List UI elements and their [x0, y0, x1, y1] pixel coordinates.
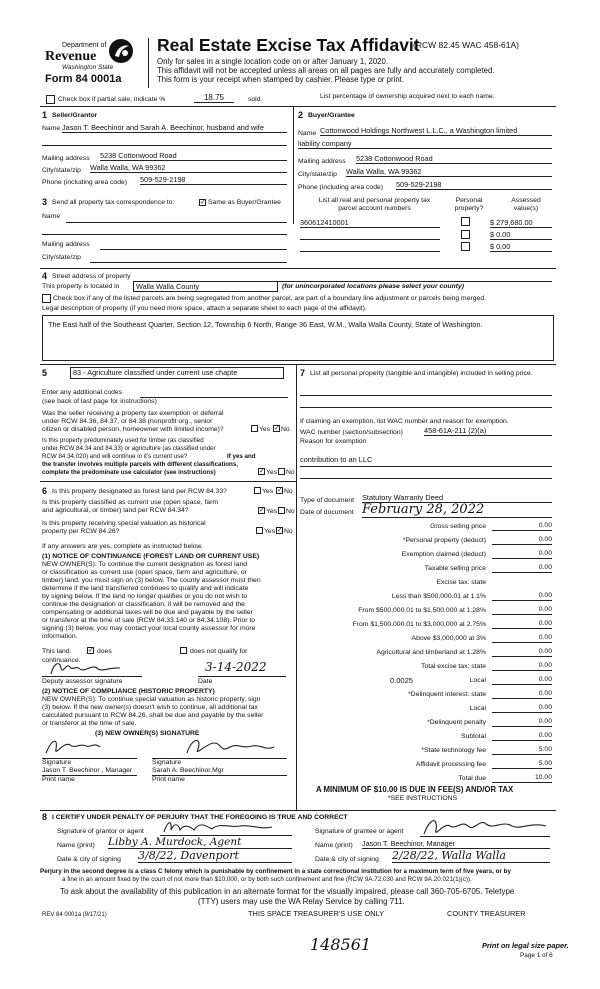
grantee-date-label: Date & city of signing [315, 856, 379, 863]
agricultural-value[interactable]: 0.00 [492, 648, 552, 657]
timber-no-label: No [286, 469, 295, 476]
dept-of: Department of [62, 42, 107, 49]
assessor-signature-label: Deputy assessor signature [42, 678, 123, 685]
grantee-date-field[interactable]: 2/28/22, Walla Walla [392, 849, 550, 863]
current-use-no-label: No [286, 508, 295, 515]
tier-1-value[interactable]: 0.00 [492, 592, 552, 601]
buyer-name-field-2[interactable]: liability company [298, 139, 552, 149]
corr-city-label: City/state/zip [42, 254, 81, 261]
forest-land-q: Is this property designated as forest land per RCW 84.33? [52, 488, 227, 495]
delinquent-interest-state-value[interactable]: 0.00 [492, 690, 552, 699]
buyer-name-field[interactable]: Cottonwood Holdings Northwest L.L.C., a Washington limited [320, 126, 552, 136]
assessed-value-1[interactable]: $ 279,680.00 [490, 218, 552, 228]
local-tax-label: Local [469, 677, 486, 684]
reason-label: Reason for exemption [300, 438, 367, 445]
grantor-signature-label: Signature of grantor or agent [57, 828, 144, 835]
subtotal-value[interactable]: 0.00 [492, 732, 552, 741]
forest-no-label: No [284, 488, 293, 495]
notice-1-line: determine if the land transferred continues to qualify and will indicate [42, 585, 249, 592]
section-4-number: 4 [42, 271, 48, 281]
certify-statement: I CERTIFY UNDER PENALTY OF PERJURY THAT THE FOREGOING IS TRUE AND CORRECT [52, 814, 348, 821]
tier-3-value[interactable]: 0.00 [492, 620, 552, 629]
taxable-price-value[interactable]: 0.00 [492, 564, 552, 573]
notice-1-line: signing (3) below, you may contact your local county assessor for more [42, 625, 256, 632]
assessed-value-2[interactable]: $ 0.00 [490, 230, 552, 240]
notice-2-line: or transferor at the time of sale. [42, 720, 137, 727]
legal-description-label: Legal description of property (if you need more space, attach a separate sheet to each page of the affidavit). [42, 305, 367, 312]
personal-property-deduct-label: *Personal property (deduct) [402, 537, 486, 544]
excise-tax-state-heading: Excise tax: state [436, 579, 486, 586]
tier-4-label: Above $3,000,000 at 3% [411, 635, 486, 642]
form-title: Real Estate Excise Tax Affidavit [157, 35, 420, 55]
treasurer-only-note: THIS SPACE TREASURER'S USE ONLY [248, 909, 385, 918]
owner-signature-label-1: Signature [42, 759, 72, 766]
dept-state: Washington State [62, 64, 114, 71]
processing-fee-label: Affidavit processing fee [415, 761, 486, 768]
corr-mail-label: Mailing address [42, 241, 90, 248]
grantor-name-label: Name (print) [57, 842, 95, 849]
owner-print-name-2[interactable]: Sarah A. Beechinor,Mgr [152, 767, 287, 776]
current-use-yes-label: Yes [266, 508, 278, 515]
exemption-deduct-label: Exemption claimed (deduct) [401, 551, 486, 558]
buyer-mail-label: Mailing address [298, 158, 346, 165]
seller-city-field[interactable]: Walla Walla, WA 99362 [90, 163, 287, 173]
personal-property-header: Personal property? [454, 197, 484, 212]
wac-label: WAC number (section/subsection) [300, 429, 403, 436]
minimum-due-note: A MINIMUM OF $10.00 IS DUE IN FEE(S) AND/OR TAX [316, 785, 514, 794]
corr-name-label: Name [42, 213, 61, 220]
delinquent-penalty-value[interactable]: 0.00 [492, 718, 552, 727]
delinquent-penalty-label: *Delinquent penalty [427, 719, 486, 726]
partial-sold: sold. [248, 96, 263, 103]
assessor-date-label: Date [198, 678, 213, 685]
wac-number-field[interactable]: 458-61A-211 (2)(a) [424, 427, 552, 436]
timber-q-line2: under RCW 84.34 and 84.33) or agriculture (as classified under [42, 445, 216, 452]
grantor-date-field[interactable]: 3/8/22, Davenport [138, 849, 292, 863]
historic-yes-label: Yes [264, 528, 276, 535]
processing-fee-value[interactable]: 5.00 [492, 760, 552, 769]
legal-description-text: The East half of the Southeast Quarter, Section 12, Township 6 North, Range 36 East, W.M., Walla Walla County, State of Washington. [48, 320, 483, 329]
local-tax-value[interactable]: 0.00 [492, 676, 552, 685]
notice-1-line: or classification as current use (open space, farm and agriculture, or [42, 569, 247, 576]
seller-name-label: Name [42, 125, 61, 132]
notice-2-line: (3) below. If the new owner(s) doesn't wish to continue, all additional tax [42, 704, 258, 711]
historic-no-checkbox[interactable]: ✓ [277, 527, 283, 534]
does-not-qualify-checkbox[interactable] [180, 647, 187, 654]
notice-1-line: continue the designation or classification, it will be removed and the [42, 601, 245, 608]
current-use-no-checkbox[interactable] [278, 507, 285, 514]
continuance-label: continuance. [42, 657, 81, 664]
owner-print-name-1[interactable]: Jason T. Beechinor , Manager [42, 767, 137, 776]
owner-print-label-2: Print name [152, 776, 185, 783]
tier-2-value[interactable]: 0.00 [492, 606, 552, 615]
seller-city-label: City/state/zip [42, 167, 81, 174]
historic-q-line1: Is this property receiving special valuation as historical [42, 520, 206, 527]
current-use-yes-checkbox[interactable]: ✓ [259, 507, 265, 514]
answers-note: If any answers are yes, complete as instructed below. [42, 543, 203, 550]
grantee-name-label: Name (print) [315, 842, 353, 849]
exemption-q-line3: citizen or disabled person, homeowner with limited income)? [42, 426, 224, 433]
local-rate: 0.0025 [390, 676, 413, 685]
street-address-label: Street address of property [52, 273, 131, 280]
notice-1-line: by signing below. If the land no longer qualifies or you do not wish to [42, 593, 248, 600]
located-in-label: This property is located in [42, 283, 120, 290]
personal-property-checkbox-1[interactable] [461, 217, 470, 226]
total-due-label: Total due [458, 775, 486, 782]
notice-2-line: NEW OWNER(S): To continue special valuation as historic property, sign [42, 696, 261, 703]
owner-print-label-1: Print name [42, 776, 75, 783]
exemption-no-label: No [281, 426, 290, 433]
partial-percent[interactable]: 18.75 [194, 94, 234, 103]
partial-sale-label: Check box if partial sale, indicate % [58, 96, 166, 103]
rcw-reference: (RCW 82.45 WAC 458-61A) [413, 40, 519, 50]
notice-1-line: compensating or additional taxes will be due and payable by the seller [42, 609, 253, 616]
notice-2-line: calculated pursuant to RCW 84.26, shall be due and payable by the seller [42, 712, 264, 719]
land-use-code-select[interactable]: 83 - Agriculture classified under current use chapte [70, 367, 284, 379]
note-3: This form is your receipt when stamped by cashier. Please type or print. [157, 75, 405, 84]
gross-selling-price-label: Gross selling price [430, 523, 486, 530]
technology-fee-label: *State technology fee [421, 747, 486, 754]
historic-no-label: No [284, 528, 293, 535]
exemption-q-line1: Was the seller receiving a property tax exemption or deferral [42, 410, 224, 417]
forest-yes-label: Yes [262, 488, 274, 495]
seller-name-field[interactable]: Jason T. Beechinor and Sarah A. Beechinor, husband and wife [62, 123, 287, 133]
historic-q-line2: property per RCW 84.26? [42, 528, 120, 535]
exemption-claim-label: If claiming an exemption, list WAC number and reason for exemption. [300, 418, 509, 425]
delinquent-interest-state-label: *Delinquent interest: state [408, 691, 486, 698]
timber-yes-label: Yes [266, 469, 278, 476]
partial-sale-checkbox[interactable] [46, 95, 55, 104]
parcel-header: List all real and personal property tax parcel account numbers [318, 197, 431, 212]
seller-heading: Seller/Grantor [52, 112, 98, 119]
send-correspondence-label: Send all property tax correspondence to: [52, 199, 175, 206]
section-1-number: 1 [42, 110, 48, 120]
historic-yes-checkbox[interactable] [256, 527, 263, 534]
form-number: Form 84 0001a [45, 73, 122, 85]
tier-3-label: From $1,500,000.01 to $3,000,000 at 2.75% [352, 621, 486, 628]
notice-1-line: NEW OWNER(S): To continue the current designation as forest land [42, 561, 248, 568]
seller-mail-label: Mailing address [42, 155, 90, 162]
doc-date-label: Date of document [300, 509, 354, 516]
doc-date-field[interactable]: February 28, 2022 [362, 502, 552, 518]
tier-1-label: Less than $500,000.01 at 1.1% [391, 593, 486, 600]
technology-fee-value[interactable]: 5.00 [492, 746, 552, 755]
segregation-checkbox[interactable] [42, 294, 51, 303]
new-owner-signatures-icon [42, 735, 292, 759]
timber-yes-checkbox[interactable]: ✓ [259, 468, 265, 475]
section-6-number: 6 [42, 486, 48, 496]
does-not-qualify-label: does not qualify for [190, 648, 248, 655]
taxable-price-label: Taxable selling price [424, 565, 486, 572]
exemption-no-checkbox[interactable]: ✓ [274, 425, 280, 432]
notice-3-title: (3) NEW OWNER(S) SIGNATURE [95, 730, 200, 737]
section-7-number: 7 [300, 368, 306, 378]
total-excise-state-value[interactable]: 0.00 [492, 662, 552, 671]
stamp-number: 148561 [310, 935, 372, 954]
grantee-signature-label: Signature of grantee or agent [315, 828, 404, 835]
grantor-name-field[interactable]: Libby A. Murdock, Agent [108, 836, 292, 849]
seller-mail-field[interactable]: 5238 Cottonwood Road [100, 151, 287, 161]
dept-revenue: Revenue [45, 49, 97, 64]
timber-q-line5: the transfer involves multiple parcels with different classifications, [42, 461, 238, 468]
reason-field[interactable]: contribution to an LLC [300, 455, 373, 464]
notice-1-title: (1) NOTICE OF CONTINUANCE (FOREST LAND OR CURRENT USE) [42, 553, 260, 560]
unincorporated-note: (for unincorporated locations please select your county) [282, 283, 465, 290]
does-qualify-label: does [97, 648, 112, 655]
personal-property-label: List all personal property (tangible and intangible) included in selling price. [310, 370, 533, 377]
grantor-date-label: Date & city of signing [57, 856, 121, 863]
tier-4-value[interactable]: 0.00 [492, 634, 552, 643]
buyer-mail-field[interactable]: 5238 Cottonwood Road [356, 154, 552, 164]
seller-phone-field[interactable]: 509-529-2198 [140, 175, 287, 185]
subtotal-label: Subtotal [461, 733, 486, 740]
note-2: This affidavit will not be accepted unless all areas on all pages are fully and accurately completed. [157, 66, 495, 75]
tier-2-label: From $500,000.01 to $1,500,000 at 1.28% [358, 607, 486, 614]
forest-no-checkbox[interactable]: ✓ [277, 487, 283, 494]
perjury-line-1: Perjury in the second degree is a class C felony which is punishable by confinement in a state correctional institution for a maximum term of five years, or by [40, 868, 511, 875]
notice-1-line: timber) land, you must sign on (3) below. The county assessor must then [42, 577, 261, 584]
availability-line-2: (TTY) users may use the WA Relay Service by calling 711. [198, 897, 405, 906]
exemption-yes-checkbox[interactable] [251, 425, 258, 432]
notice-1-line: or transferor at the time of sale (RCW 84.33.140 or 84.34.108). Prior to [42, 617, 256, 624]
perjury-line-2: a fine in an amount fixed by the court of not more than $10,000, or by both such confinement and fine (RCW 9A.72.030 and RCW 9A.20.021(1)(c)). [62, 876, 472, 883]
notice-2-title: (2) NOTICE OF COMPLIANCE (HISTORIC PROPERTY) [42, 688, 215, 695]
total-excise-state-label: Total excise tax: state [421, 663, 486, 670]
does-qualify-checkbox[interactable]: ✓ [88, 647, 94, 654]
assessed-value-3[interactable]: $ 0.00 [490, 242, 552, 252]
timber-q-line6: complete the predominate use calculator (see instructions) [42, 469, 216, 476]
grantor-signature-icon [160, 818, 292, 836]
legal-paper-note: Print on legal size paper. [482, 941, 569, 950]
timber-q-line3: RCW 84.34.020) and will continue in it's current use? [42, 453, 188, 460]
timber-no-checkbox[interactable] [278, 468, 285, 475]
parcel-number-1[interactable]: 360612410001 [300, 218, 440, 228]
segregation-label: Check box if any of the listed parcels are being segregated from another parcel, are part of a boundary line adjustment or parcels being merged. [53, 295, 486, 302]
exemption-yes-label: Yes [259, 426, 271, 433]
notice-1-line: information. [42, 633, 78, 640]
agricultural-label: Agricultural and timberland at 1.28% [376, 649, 486, 656]
doc-type-label: Type of document [300, 497, 355, 504]
delinquent-interest-local-label: Local [469, 705, 486, 712]
buyer-city-field[interactable]: Walla Walla, WA 99362 [346, 167, 552, 177]
ownership-note: List percentage of ownership acquired next to each name. [320, 93, 495, 100]
same-as-buyer-checkbox[interactable]: ✓ [200, 199, 206, 206]
availability-line-1: To ask about the availability of this publication in an alternate format for the visually impaired, please call 360-705-6705. Teletype [60, 887, 515, 896]
timber-q-line4: If yes and [227, 453, 256, 460]
buyer-phone-field[interactable]: 509-529-2198 [396, 180, 552, 190]
section-3-number: 3 [42, 197, 48, 207]
county-treasurer-label: COUNTY TREASURER [447, 909, 526, 918]
note-1: Only for sales in a single location code on or after January 1, 2020. [157, 57, 389, 66]
page-number: Page 1 of 6 [520, 952, 553, 959]
section-8-number: 8 [42, 812, 48, 822]
personal-property-checkbox-2[interactable] [461, 230, 470, 239]
exemption-q-line2: under RCW 84.36, 84.37, or 84.38 (nonprofit org., senior [42, 418, 213, 425]
current-use-q-line1: Is this property classified as current use (open space, farm [42, 499, 219, 506]
section-5-number: 5 [42, 368, 48, 378]
buyer-name-label: Name [298, 130, 317, 137]
dor-logo-icon [108, 38, 134, 64]
seller-phone-label: Phone (including area code) [42, 179, 128, 186]
timber-q-line1: Is this property predominately used for timber (as classified [42, 437, 204, 444]
exemption-deduct-value[interactable]: 0.00 [492, 550, 552, 559]
grantee-name-field[interactable]: Jason T. Beechinor, Manager [362, 840, 550, 849]
owner-signature-label-2: Signature [152, 759, 182, 766]
see-instructions-note: *SEE INSTRUCTIONS [388, 795, 458, 802]
gross-selling-price-value[interactable]: 0.00 [492, 522, 552, 531]
assessed-value-header: Assessed value(s) [511, 197, 541, 212]
section-2-number: 2 [298, 110, 304, 120]
buyer-city-label: City/state/zip [298, 171, 337, 178]
current-use-q-line2: and agricultural, or timber) land per RCW 84.34? [42, 507, 189, 514]
forest-yes-checkbox[interactable] [254, 487, 261, 494]
personal-property-checkbox-3[interactable] [461, 242, 470, 251]
assessor-date-value[interactable]: 3-14-2022 [205, 660, 267, 674]
buyer-phone-label: Phone (including area code) [298, 184, 384, 191]
buyer-heading: Buyer/Grantee [308, 112, 355, 119]
doc-type-field[interactable]: Statutory Warranty Deed [362, 494, 552, 503]
delinquent-interest-local-value[interactable]: 0.00 [492, 704, 552, 713]
this-land-label: This land: [42, 648, 72, 655]
total-due-value[interactable]: 10.00 [492, 774, 552, 783]
see-back-note: (see back of last page for instructions) [42, 398, 157, 405]
revision-number: REV 84 0001a (9/17/21) [42, 912, 107, 918]
county-select[interactable]: Walla Walla County [133, 281, 278, 292]
same-as-buyer-label: Same as Buyer/Grantee [208, 199, 281, 206]
additional-codes-label: Enter any additional codes [42, 389, 123, 396]
personal-property-deduct-value[interactable]: 0.00 [492, 536, 552, 545]
grantee-signature-icon [420, 814, 550, 838]
